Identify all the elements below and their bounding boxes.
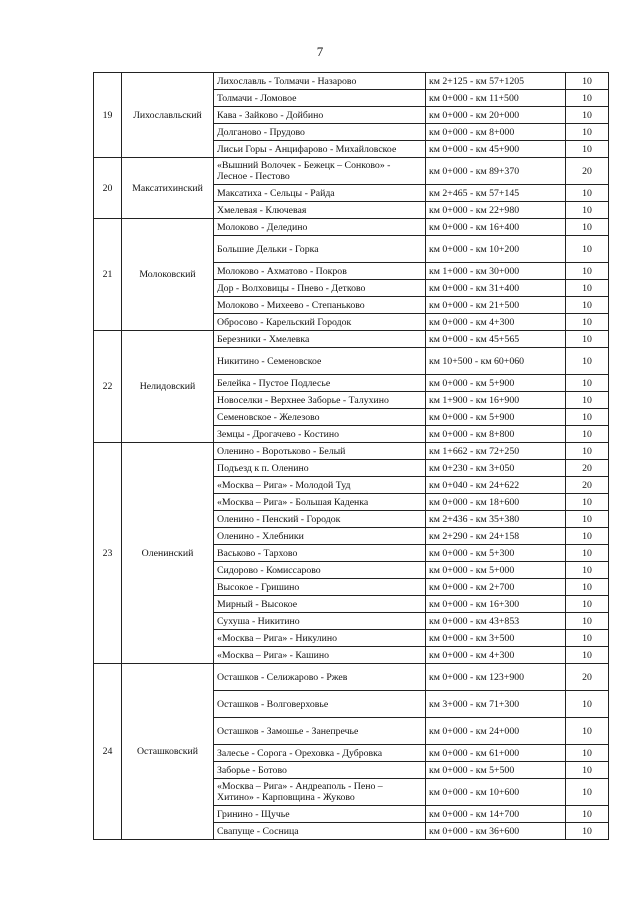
category-value: 10 <box>566 141 609 158</box>
category-value: 10 <box>566 691 609 718</box>
category-value: 10 <box>566 511 609 528</box>
km-range: км 2+290 - км 24+158 <box>426 528 566 545</box>
district-name: Оленинский <box>122 443 214 664</box>
category-value: 10 <box>566 73 609 90</box>
km-range: км 2+125 - км 57+1205 <box>426 73 566 90</box>
road-name: Заборье - Ботово <box>214 762 426 779</box>
row-number: 21 <box>94 219 122 331</box>
category-value: 10 <box>566 297 609 314</box>
km-range: км 0+000 - км 10+600 <box>426 779 566 806</box>
district-name: Максатихинский <box>122 158 214 219</box>
category-value: 10 <box>566 263 609 280</box>
category-value: 10 <box>566 107 609 124</box>
km-range: км 10+500 - км 60+060 <box>426 348 566 375</box>
road-name: Оленино - Хлебники <box>214 528 426 545</box>
category-value: 20 <box>566 460 609 477</box>
road-name: Белейка - Пустое Подлесье <box>214 375 426 392</box>
category-value: 10 <box>566 494 609 511</box>
road-name: Лисьи Горы - Анцифарово - Михайловское <box>214 141 426 158</box>
district-name: Молоковский <box>122 219 214 331</box>
km-range: км 1+662 - км 72+250 <box>426 443 566 460</box>
km-range: км 0+000 - км 5+900 <box>426 375 566 392</box>
category-value: 10 <box>566 331 609 348</box>
road-name: «Москва – Рига» - Андреаполь - Пено – Хитино» - Карповщина - Жуково <box>214 779 426 806</box>
roads-table <box>93 72 609 840</box>
road-name: Земцы - Дрогачево - Костино <box>214 426 426 443</box>
km-range: км 2+465 - км 57+145 <box>426 185 566 202</box>
road-name: Кава - Зайково - Дойбино <box>214 107 426 124</box>
km-range: км 0+000 - км 5+000 <box>426 562 566 579</box>
road-name: Свапуще - Сосница <box>214 823 426 840</box>
km-range: км 0+000 - км 5+300 <box>426 545 566 562</box>
road-name: Мирный - Высокое <box>214 596 426 613</box>
category-value: 10 <box>566 647 609 664</box>
district-name: Осташковский <box>122 664 214 840</box>
km-range: км 1+900 - км 16+900 <box>426 392 566 409</box>
district-name: Нелидовский <box>122 331 214 443</box>
category-value: 10 <box>566 528 609 545</box>
road-name: Новоселки - Верхнее Заборье - Талухино <box>214 392 426 409</box>
km-range: км 0+000 - км 20+000 <box>426 107 566 124</box>
table-row <box>94 73 609 90</box>
district-name: Лихославльский <box>122 73 214 158</box>
km-range: км 0+000 - км 22+980 <box>426 202 566 219</box>
road-name: Молоково - Ахматово - Покров <box>214 263 426 280</box>
road-name: «Москва – Рига» - Никулино <box>214 630 426 647</box>
category-value: 20 <box>566 664 609 691</box>
category-value: 10 <box>566 613 609 630</box>
km-range: км 0+000 - км 11+500 <box>426 90 566 107</box>
km-range: км 2+436 - км 35+380 <box>426 511 566 528</box>
category-value: 10 <box>566 762 609 779</box>
road-name: Хмелевая - Ключевая <box>214 202 426 219</box>
road-name: Березники - Хмелевка <box>214 331 426 348</box>
row-number: 22 <box>94 331 122 443</box>
road-name: Лихославль - Толмачи - Назарово <box>214 73 426 90</box>
row-number: 19 <box>94 73 122 158</box>
km-range: км 0+000 - км 89+370 <box>426 158 566 185</box>
category-value: 10 <box>566 124 609 141</box>
category-value: 10 <box>566 545 609 562</box>
table-row <box>94 664 609 691</box>
table-row <box>94 331 609 348</box>
km-range: км 0+040 - км 24+622 <box>426 477 566 494</box>
road-name: Высокое - Гришино <box>214 579 426 596</box>
category-value: 10 <box>566 630 609 647</box>
table-row <box>94 443 609 460</box>
category-value: 10 <box>566 90 609 107</box>
km-range: км 0+000 - км 16+400 <box>426 219 566 236</box>
km-range: км 0+000 - км 21+500 <box>426 297 566 314</box>
road-name: Оленино - Пенский - Городок <box>214 511 426 528</box>
category-value: 20 <box>566 477 609 494</box>
road-name: Никитино - Семеновское <box>214 348 426 375</box>
category-value: 10 <box>566 426 609 443</box>
category-value: 10 <box>566 823 609 840</box>
category-value: 10 <box>566 314 609 331</box>
road-name: Молоково - Деледино <box>214 219 426 236</box>
km-range: км 0+000 - км 45+565 <box>426 331 566 348</box>
category-value: 10 <box>566 562 609 579</box>
road-name: Осташков - Селижарово - Ржев <box>214 664 426 691</box>
km-range: км 0+000 - км 61+000 <box>426 745 566 762</box>
road-name: Осташков - Волговерховье <box>214 691 426 718</box>
category-value: 10 <box>566 392 609 409</box>
row-number: 20 <box>94 158 122 219</box>
category-value: 10 <box>566 280 609 297</box>
category-value: 20 <box>566 158 609 185</box>
km-range: км 0+000 - км 14+700 <box>426 806 566 823</box>
road-name: «Вышний Волочек - Бежецк – Сонково» - Лесное - Пестово <box>214 158 426 185</box>
road-name: «Москва – Рига» - Кашино <box>214 647 426 664</box>
km-range: км 0+000 - км 8+800 <box>426 426 566 443</box>
roads-table-body <box>94 73 609 840</box>
km-range: км 0+000 - км 3+500 <box>426 630 566 647</box>
road-name: Оленино - Воротьково - Белый <box>214 443 426 460</box>
km-range: км 0+000 - км 31+400 <box>426 280 566 297</box>
km-range: км 0+000 - км 8+000 <box>426 124 566 141</box>
road-name: Васьково - Тархово <box>214 545 426 562</box>
table-row <box>94 219 609 236</box>
km-range: км 0+000 - км 123+900 <box>426 664 566 691</box>
road-name: «Москва – Рига» - Большая Каденка <box>214 494 426 511</box>
km-range: км 0+000 - км 36+600 <box>426 823 566 840</box>
road-name: Залесье - Сорога - Ореховка - Дубровка <box>214 745 426 762</box>
km-range: км 0+000 - км 4+300 <box>426 314 566 331</box>
km-range: км 0+000 - км 45+900 <box>426 141 566 158</box>
km-range: км 0+000 - км 24+000 <box>426 718 566 745</box>
category-value: 10 <box>566 348 609 375</box>
km-range: км 1+000 - км 30+000 <box>426 263 566 280</box>
category-value: 10 <box>566 745 609 762</box>
km-range: км 3+000 - км 71+300 <box>426 691 566 718</box>
km-range: км 0+000 - км 16+300 <box>426 596 566 613</box>
category-value: 10 <box>566 236 609 263</box>
km-range: км 0+000 - км 5+900 <box>426 409 566 426</box>
road-name: Большие Дельки - Горка <box>214 236 426 263</box>
km-range: км 0+000 - км 2+700 <box>426 579 566 596</box>
road-name: Молоково - Михеево - Степаньково <box>214 297 426 314</box>
row-number: 24 <box>94 664 122 840</box>
km-range: км 0+230 - км 3+050 <box>426 460 566 477</box>
road-name: Долганово - Прудово <box>214 124 426 141</box>
category-value: 10 <box>566 202 609 219</box>
km-range: км 0+000 - км 5+500 <box>426 762 566 779</box>
road-name: Обросово - Карельский Городок <box>214 314 426 331</box>
road-name: «Москва – Рига» - Молодой Туд <box>214 477 426 494</box>
km-range: км 0+000 - км 10+200 <box>426 236 566 263</box>
category-value: 10 <box>566 579 609 596</box>
km-range: км 0+000 - км 4+300 <box>426 647 566 664</box>
km-range: км 0+000 - км 43+853 <box>426 613 566 630</box>
category-value: 10 <box>566 596 609 613</box>
page-number: 7 <box>316 44 324 59</box>
category-value: 10 <box>566 718 609 745</box>
category-value: 10 <box>566 409 609 426</box>
road-name: Толмачи - Ломовое <box>214 90 426 107</box>
road-name: Максатиха - Сельцы - Райда <box>214 185 426 202</box>
road-name: Дор - Волховицы - Пнево - Детково <box>214 280 426 297</box>
category-value: 10 <box>566 219 609 236</box>
category-value: 10 <box>566 185 609 202</box>
road-name: Семеновское - Железово <box>214 409 426 426</box>
table-row <box>94 158 609 185</box>
road-name: Подъезд к п. Оленино <box>214 460 426 477</box>
road-name: Гринино - Щучье <box>214 806 426 823</box>
category-value: 10 <box>566 806 609 823</box>
road-name: Сидорово - Комиссарово <box>214 562 426 579</box>
road-name: Осташков - Замошье - Занепречье <box>214 718 426 745</box>
category-value: 10 <box>566 779 609 806</box>
row-number: 23 <box>94 443 122 664</box>
category-value: 10 <box>566 443 609 460</box>
category-value: 10 <box>566 375 609 392</box>
road-name: Сухуша - Никитино <box>214 613 426 630</box>
km-range: км 0+000 - км 18+600 <box>426 494 566 511</box>
